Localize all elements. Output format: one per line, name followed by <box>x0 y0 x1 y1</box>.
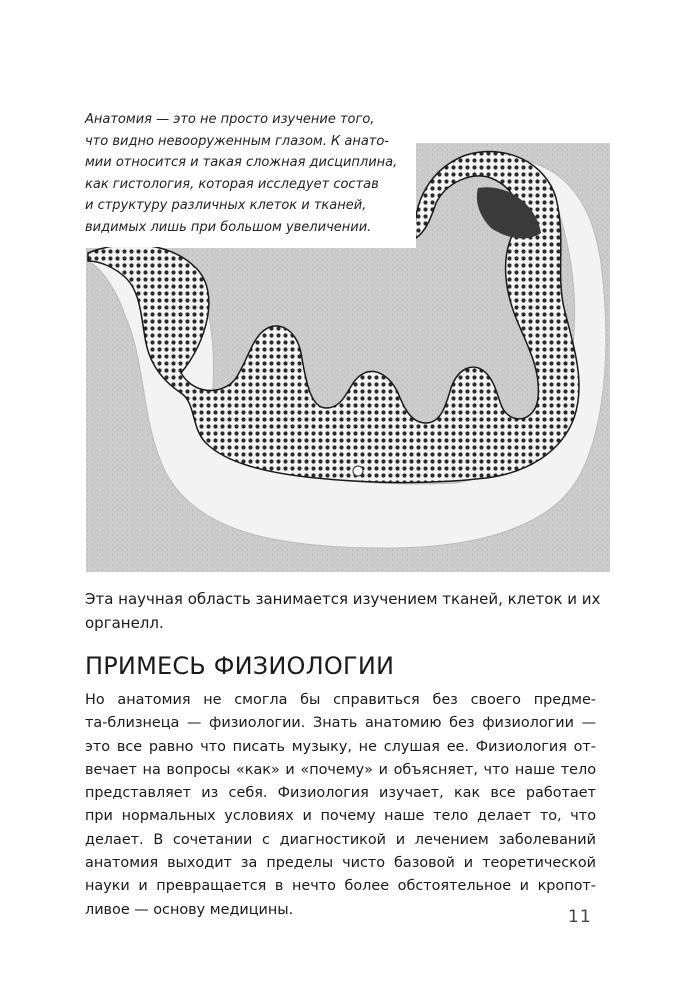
caption-line: что видно невооруженным глазом. К анато- <box>85 133 390 149</box>
body-line: анатомия выходит за пределы чисто базовой и теоретической <box>85 855 596 872</box>
body-line: Но анатомия не смогла бы справиться без своего предме- <box>85 692 596 708</box>
body-line: при нормальных условиях и почему наше тело делает то, что <box>85 808 596 825</box>
page-number: 11 <box>568 907 592 927</box>
body-line: та-близнеца — физиологии. Знать анатомию без физиологии — <box>85 715 596 732</box>
figure-note <box>85 588 605 635</box>
body-line: вечает на вопросы «как» и «почему» и объясняет, что наше тело <box>85 761 596 778</box>
figure-note-line: Эта научная область занимается изучением тканей, клеток и их <box>85 590 601 608</box>
body-line: представляет из себя. Физиология изучает, как все работает <box>85 785 596 802</box>
figure-caption <box>85 109 415 238</box>
caption-line: видимых лишь при большом увеличении. <box>85 219 372 235</box>
body-line: науки и превращается в нечто более обстоятельное и кропот- <box>85 878 596 895</box>
body-line: это все равно что писать музыку, не слушая ее. Физиология от- <box>85 738 596 755</box>
figure-note-line: органелл. <box>85 613 164 632</box>
lumen <box>353 466 363 476</box>
body-line: ливое — основу медицины. <box>85 901 294 918</box>
caption-line: Анатомия — это не просто изучение того, <box>85 112 375 127</box>
caption-line: мии относится и такая сложная дисциплина, <box>85 155 398 170</box>
section-heading: ПРИМЕСЬ ФИЗИОЛОГИИ <box>85 652 395 680</box>
caption-line: как гистология, которая исследует состав <box>85 176 379 192</box>
body-line: делает. В сочетании с диагностикой и лечением заболеваний <box>85 831 596 848</box>
caption-line: и структуру различных клеток и тканей, <box>85 198 367 213</box>
section-body <box>85 689 596 922</box>
